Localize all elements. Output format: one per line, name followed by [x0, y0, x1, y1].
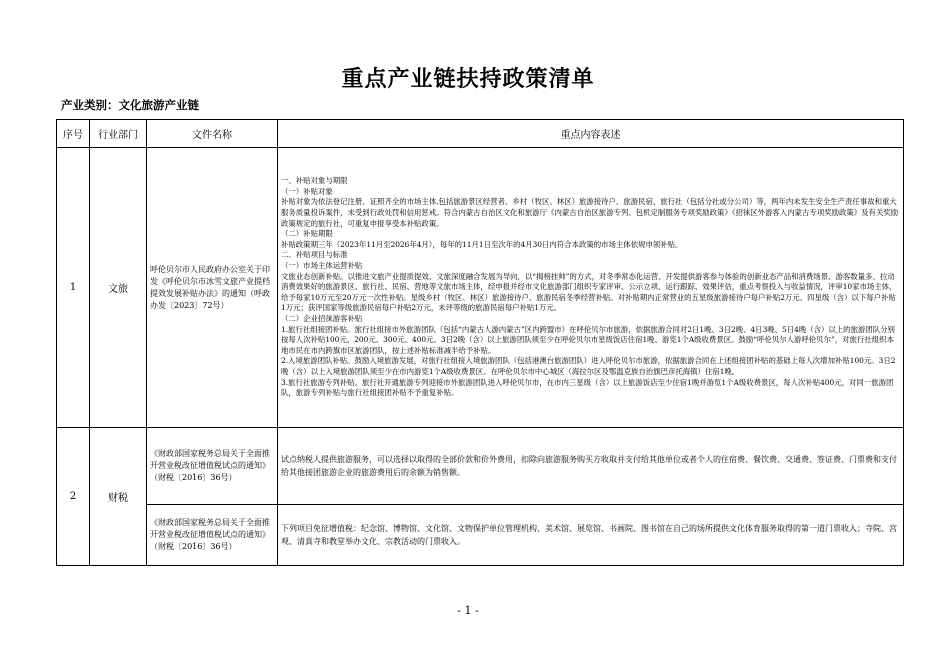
row-doc-name: 《财政部国家税务总局关于全面推开营业税改征增值税试点的通知》（财税〔2016〕36号） — [147, 428, 278, 505]
row-content — [278, 505, 904, 566]
row-dept: 文旅 — [90, 148, 147, 428]
content-line: 下列项目免征增值税：纪念馆、博物馆、文化馆、文物保护单位管理机构、美术馆、展览馆、书画院、图书馆在自己的场所提供文化体育服务取得的第一道门票收入；寺院、宫观、清真寺和教堂举办文化、宗教活动的门票收入。 — [281, 524, 897, 546]
content-line: 二、补贴项目与标准 — [281, 250, 348, 260]
row-number: 2 — [57, 428, 90, 566]
content-line: 补贴对象为依法登记注册、证照齐全的市场主体,包括旅游景区经营者、乡村（牧区、林区）旅游接待户、旅游民宿、旅行社（包括分社或分公司）等，两年内未发生安全生产责任事故和重大服务质量投诉案件，未受到行政处罚和信用惩戒。符合内蒙古自治区文化和旅游厅《内蒙古自治区旅游专列、包机定制服务专项奖励政策》《招徕区外游客入内蒙古专项奖励政策》及有关奖励政策规定的旅行社，可重复申报享受本补贴政策。 — [281, 197, 899, 228]
content-line: 3.旅行社旅游专列补贴。旅行社开通旅游专列迎接市外旅游团队进入呼伦贝尔市，在市内三星级（含）以上旅游饭店至少住宿1晚并游览1个A级收费景区，每人次补贴400元，对同一旅游团队，旅游专列补贴与旅行社组接团补贴不予重复补贴。 — [281, 377, 894, 398]
header-doc: 文件名称 — [147, 120, 278, 148]
row-content — [278, 428, 904, 505]
content-line: （一）补贴对象 — [281, 186, 333, 196]
policy-table — [56, 119, 904, 566]
header-no: 序号 — [57, 120, 90, 148]
table-row — [57, 505, 904, 566]
content-line: （二）企业招徕游客补贴 — [281, 313, 363, 323]
row-dept: 财税 — [90, 428, 147, 566]
content-line: 1.旅行社组接团补贴。旅行社组接市外旅游团队（包括“内蒙古人游内蒙古”区内跨盟市）在呼伦贝尔市旅游，依据旅游合同对2日1晚、3日2晚、4日3晚、5日4晚（含）以上的旅游团队分别按每人次补贴100元、200元、300元、400元。3日2晚（含）以上旅游团队须至少在呼伦贝尔市星级饭店住宿1晚、游览1个A级收费景区。鼓励“呼伦贝尔人游呼伦贝尔”，对旅行社组织本地市民在市内跨旗市区旅游团队，按上述补贴标准减半给予补贴。 — [281, 324, 895, 355]
row-content — [278, 148, 904, 428]
content-line: 试点纳税人提供旅游服务，可以选择以取得的全部价款和价外费用，扣除向旅游服务购买方收取并支付给其他单位或者个人的住宿费、餐饮费、交通费、签证费、门票费和支付给其他接团旅游企业的旅游费用后的余额为销售额。 — [281, 455, 897, 477]
table-row — [57, 148, 904, 428]
content-line: （二）补贴期限 — [281, 229, 333, 239]
page-title: 重点产业链扶持政策清单 — [341, 66, 595, 92]
table-row — [57, 428, 904, 505]
header-content: 重点内容表述 — [278, 120, 904, 148]
table-header-row — [57, 120, 904, 148]
content-line: 一、补贴对象与期限 — [281, 176, 348, 186]
content-line: 补贴政策期三年（2023年11月至2026年4月），每年的11月1日至次年的4月30日内符合本政策的市场主体依规申领补贴。 — [281, 239, 683, 249]
page-number: - 1 - — [457, 604, 479, 617]
row-doc-name: 《财政部国家税务总局关于全面推开营业税改征增值税试点的通知》（财税〔2016〕36号） — [147, 505, 278, 566]
row-doc-name: 呼伦贝尔市人民政府办公室关于印发《呼伦贝尔市冰雪文旅产业提档提效发展补贴办法》的通知（呼政办发〔2023〕72号） — [147, 148, 278, 428]
content-line: （一）市场主体运营补贴 — [281, 261, 363, 271]
content-line: 2.入境旅游团队补贴。鼓励入境旅游发展，对旅行社组接入境旅游团队（包括港澳台旅游团队）进入呼伦贝尔市旅游，依据旅游合同在上述组接团补贴的基础上每人次增加补贴100元。3日2晚（含）以上入境旅游团队须至少在市内游览1个A级收费景区、在呼伦贝尔市中心城区（海拉尔区及鄂温克族自治旗巴彦托海镇）住宿1晚。 — [281, 356, 896, 376]
row-number: 1 — [57, 148, 90, 428]
content-line: 文旅业态创新补贴。以推进文旅产业提质提效、文旅深度融合发展为导向，以“揭榜挂帅”的方式，对冬季常态化运营、开发提供游客参与体验的创新业态产品和消费场景、游客数量多、拉动消费效果好的旅游景区、旅行社、民宿、营地等文旅市场主体，经申报并经市文化旅游部门组织专家评审、公示立项、运行跟踪、效果评估，重点考察投入与收益情况，评审10家市场主体，给予每家10万元至20万元一次性补贴。星级乡村（牧区、林区）旅游接待户、旅游民宿冬季经营补贴。对补贴期内正常营业的五星级旅游接待户每户补贴2万元、四星级（含）以下每户补贴1万元；获评国家等级旅游民宿每户补贴2万元，未评等级的旅游民宿每户补贴1万元。 — [281, 271, 897, 313]
industry-category: 产业类别：文化旅游产业链 — [61, 98, 199, 112]
header-dept: 行业部门 — [90, 120, 147, 148]
